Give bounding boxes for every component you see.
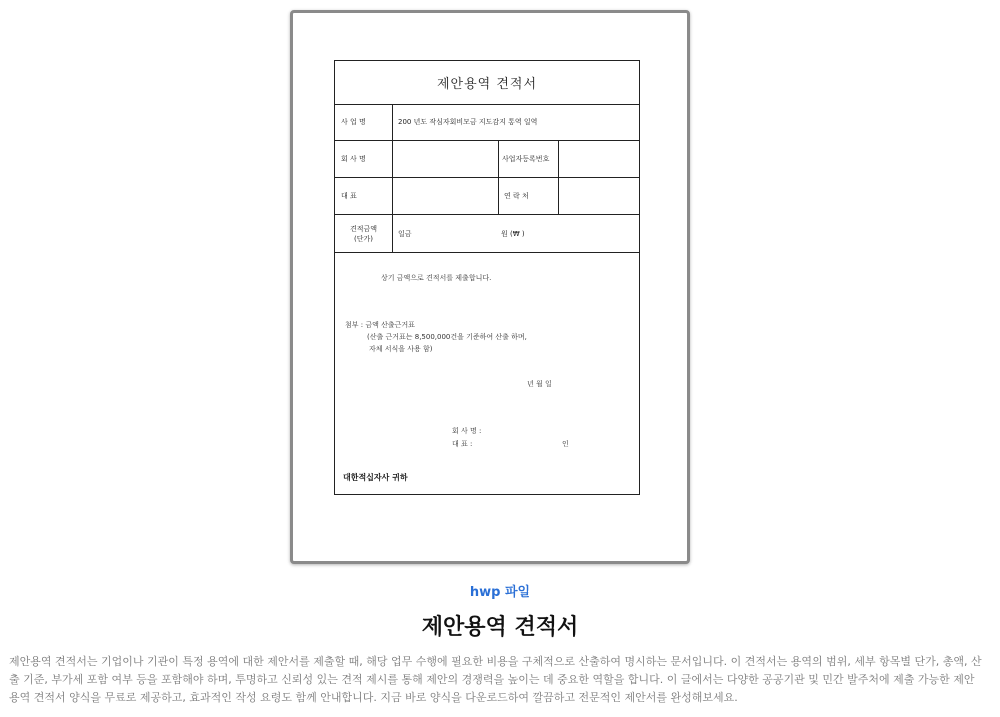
project-label: 사 업 명 bbox=[341, 118, 366, 126]
row-representative bbox=[335, 178, 639, 215]
recipient-text: 대한적십자사 귀하 bbox=[343, 473, 408, 482]
document-title: 제안용역 견적서 bbox=[335, 61, 639, 105]
document-preview bbox=[334, 60, 640, 495]
statement-text: 상기 금액으로 견적서를 제출합니다. bbox=[381, 274, 492, 282]
hwp-file-link[interactable]: hwp 파일 bbox=[469, 585, 531, 600]
attachment-line-3: 자체 서식을 사용 함) bbox=[369, 345, 433, 353]
amount-prefix: 일금 bbox=[398, 229, 412, 238]
row-company bbox=[335, 141, 639, 178]
attachment-line-1: 첨부 : 금액 산출근거표 bbox=[345, 321, 415, 329]
amount-suffix: 원 (₩ ) bbox=[501, 229, 525, 238]
amount-sub-label: (단가) bbox=[354, 234, 373, 243]
contact-label: 연 락 처 bbox=[504, 192, 529, 200]
page-description: 제안용역 견적서는 기업이나 기관이 특정 용역에 대한 제안서를 제출할 때, 해당 업무 수행에 필요한 비용을 구체적으로 산출하여 명시하는 문서입니다. 이 견적서는 용역의 범위, 세부 항목별 단가, 총액, 산출 기준, 부가세 포함 여부 등을 포함해야 하며, 투명하고 신뢰성 있는 견적 제시를 통해 제안의 경쟁력을 높이는 데 중요한 역할을 합니다. 이 글에서는 다양한 공공기관 및 민간 발주처에 제출 가능한 제안용역 견적서 양식을 무료로 제공하고, 효과적인 작성 요령도 함께 안내합니다. 지금 바로 양식을 다운로드하여 깔끔하고 전문적인 제안서를 완성해보세요. bbox=[9, 655, 982, 704]
attachment-line-2: (산출 근거표는 8,500,000건을 기준하여 산출 하며, bbox=[367, 333, 527, 341]
bizno-label: 사업자등록번호 bbox=[502, 155, 550, 163]
rep-label: 대 표 bbox=[341, 192, 357, 200]
sign-company: 회 사 명 : bbox=[452, 427, 482, 435]
date-line: 년 월 일 bbox=[527, 380, 552, 388]
company-label: 회 사 명 bbox=[341, 155, 366, 163]
project-value: 200 년도 작심자회비모금 지도감지 통역 일역 bbox=[398, 118, 538, 126]
row-amount bbox=[335, 215, 639, 253]
page-title: 제안용역 견적서 bbox=[421, 615, 579, 640]
amount-label: 견적금액 bbox=[349, 224, 378, 233]
sign-representative: 대 표 : bbox=[452, 440, 473, 448]
amount-label-cell bbox=[335, 215, 392, 252]
seal-mark: 인 bbox=[562, 440, 569, 448]
row-project bbox=[335, 104, 639, 141]
